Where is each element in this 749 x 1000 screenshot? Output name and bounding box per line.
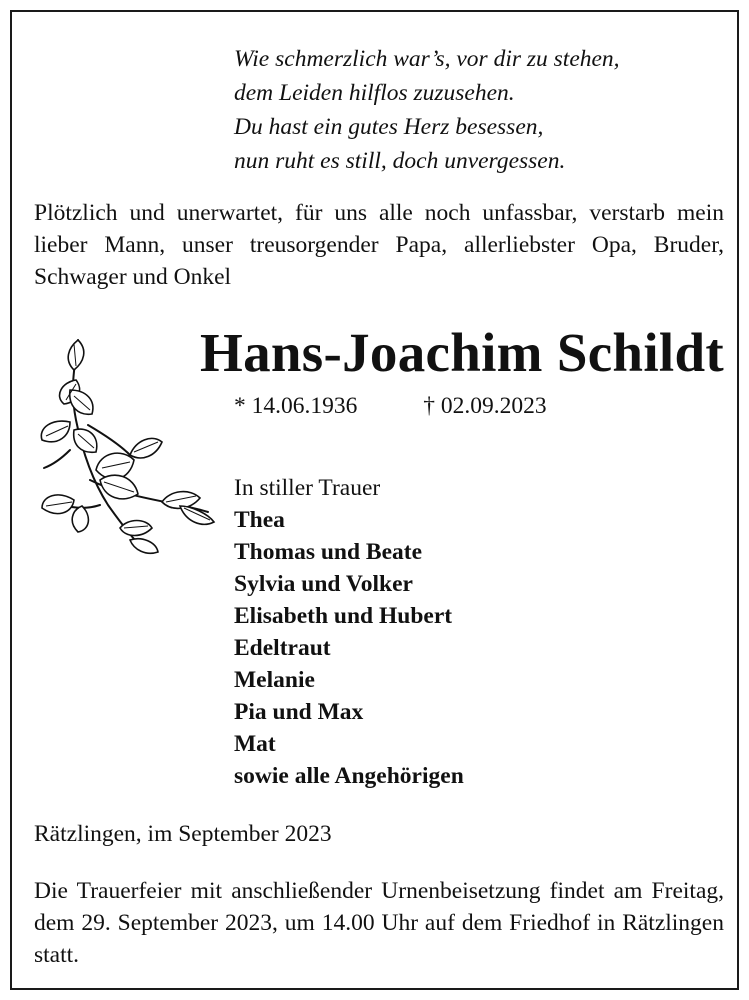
mourners-heading: In stiller Trauer: [234, 475, 381, 501]
mourner-name: Mat: [234, 731, 276, 757]
mourner-name: Thea: [234, 507, 285, 533]
mourner-name: Pia und Max: [234, 699, 364, 725]
announcement-text: Plötzlich und unerwartet, für uns alle noch unfassbar, verstarb mein lieber Mann, unser treusorgender Papa, allerliebster Opa, Bruder, Schwager und Onkel: [34, 200, 724, 290]
birth-date: * 14.06.1936: [234, 393, 358, 419]
life-dates: [234, 390, 547, 422]
mourner-name: Melanie: [234, 667, 315, 693]
mourner-name: Thomas und Beate: [234, 539, 423, 565]
deceased-name: Hans-Joachim Schildt: [200, 322, 724, 383]
funeral-service-notice: Die Trauerfeier mit anschließender Urnenbeisetzung findet am Freitag, dem 29. September 2023, um 14.00 Uhr auf dem Friedhof in Rätzlingen statt.: [34, 878, 724, 968]
leaf-branch-icon: [30, 330, 225, 562]
poem-line: Wie schmerzlich war’s, vor dir zu stehen,: [234, 46, 620, 72]
poem-line: nun ruht es still, doch unvergessen.: [234, 148, 566, 174]
place-and-date: Rätzlingen, im September 2023: [34, 821, 332, 847]
poem-line: Du hast ein gutes Herz besessen,: [234, 114, 544, 140]
mourner-name: sowie alle Angehörigen: [234, 763, 464, 789]
mourner-name: Sylvia und Volker: [234, 571, 413, 597]
death-date: † 02.09.2023: [423, 393, 547, 419]
mourner-name: Edeltraut: [234, 635, 331, 661]
mourner-name: Elisabeth und Hubert: [234, 603, 453, 629]
obituary-frame: [10, 10, 739, 990]
mourners-list: [234, 472, 464, 792]
memorial-poem: [234, 42, 620, 178]
poem-line: dem Leiden hilflos zuzusehen.: [234, 80, 515, 106]
